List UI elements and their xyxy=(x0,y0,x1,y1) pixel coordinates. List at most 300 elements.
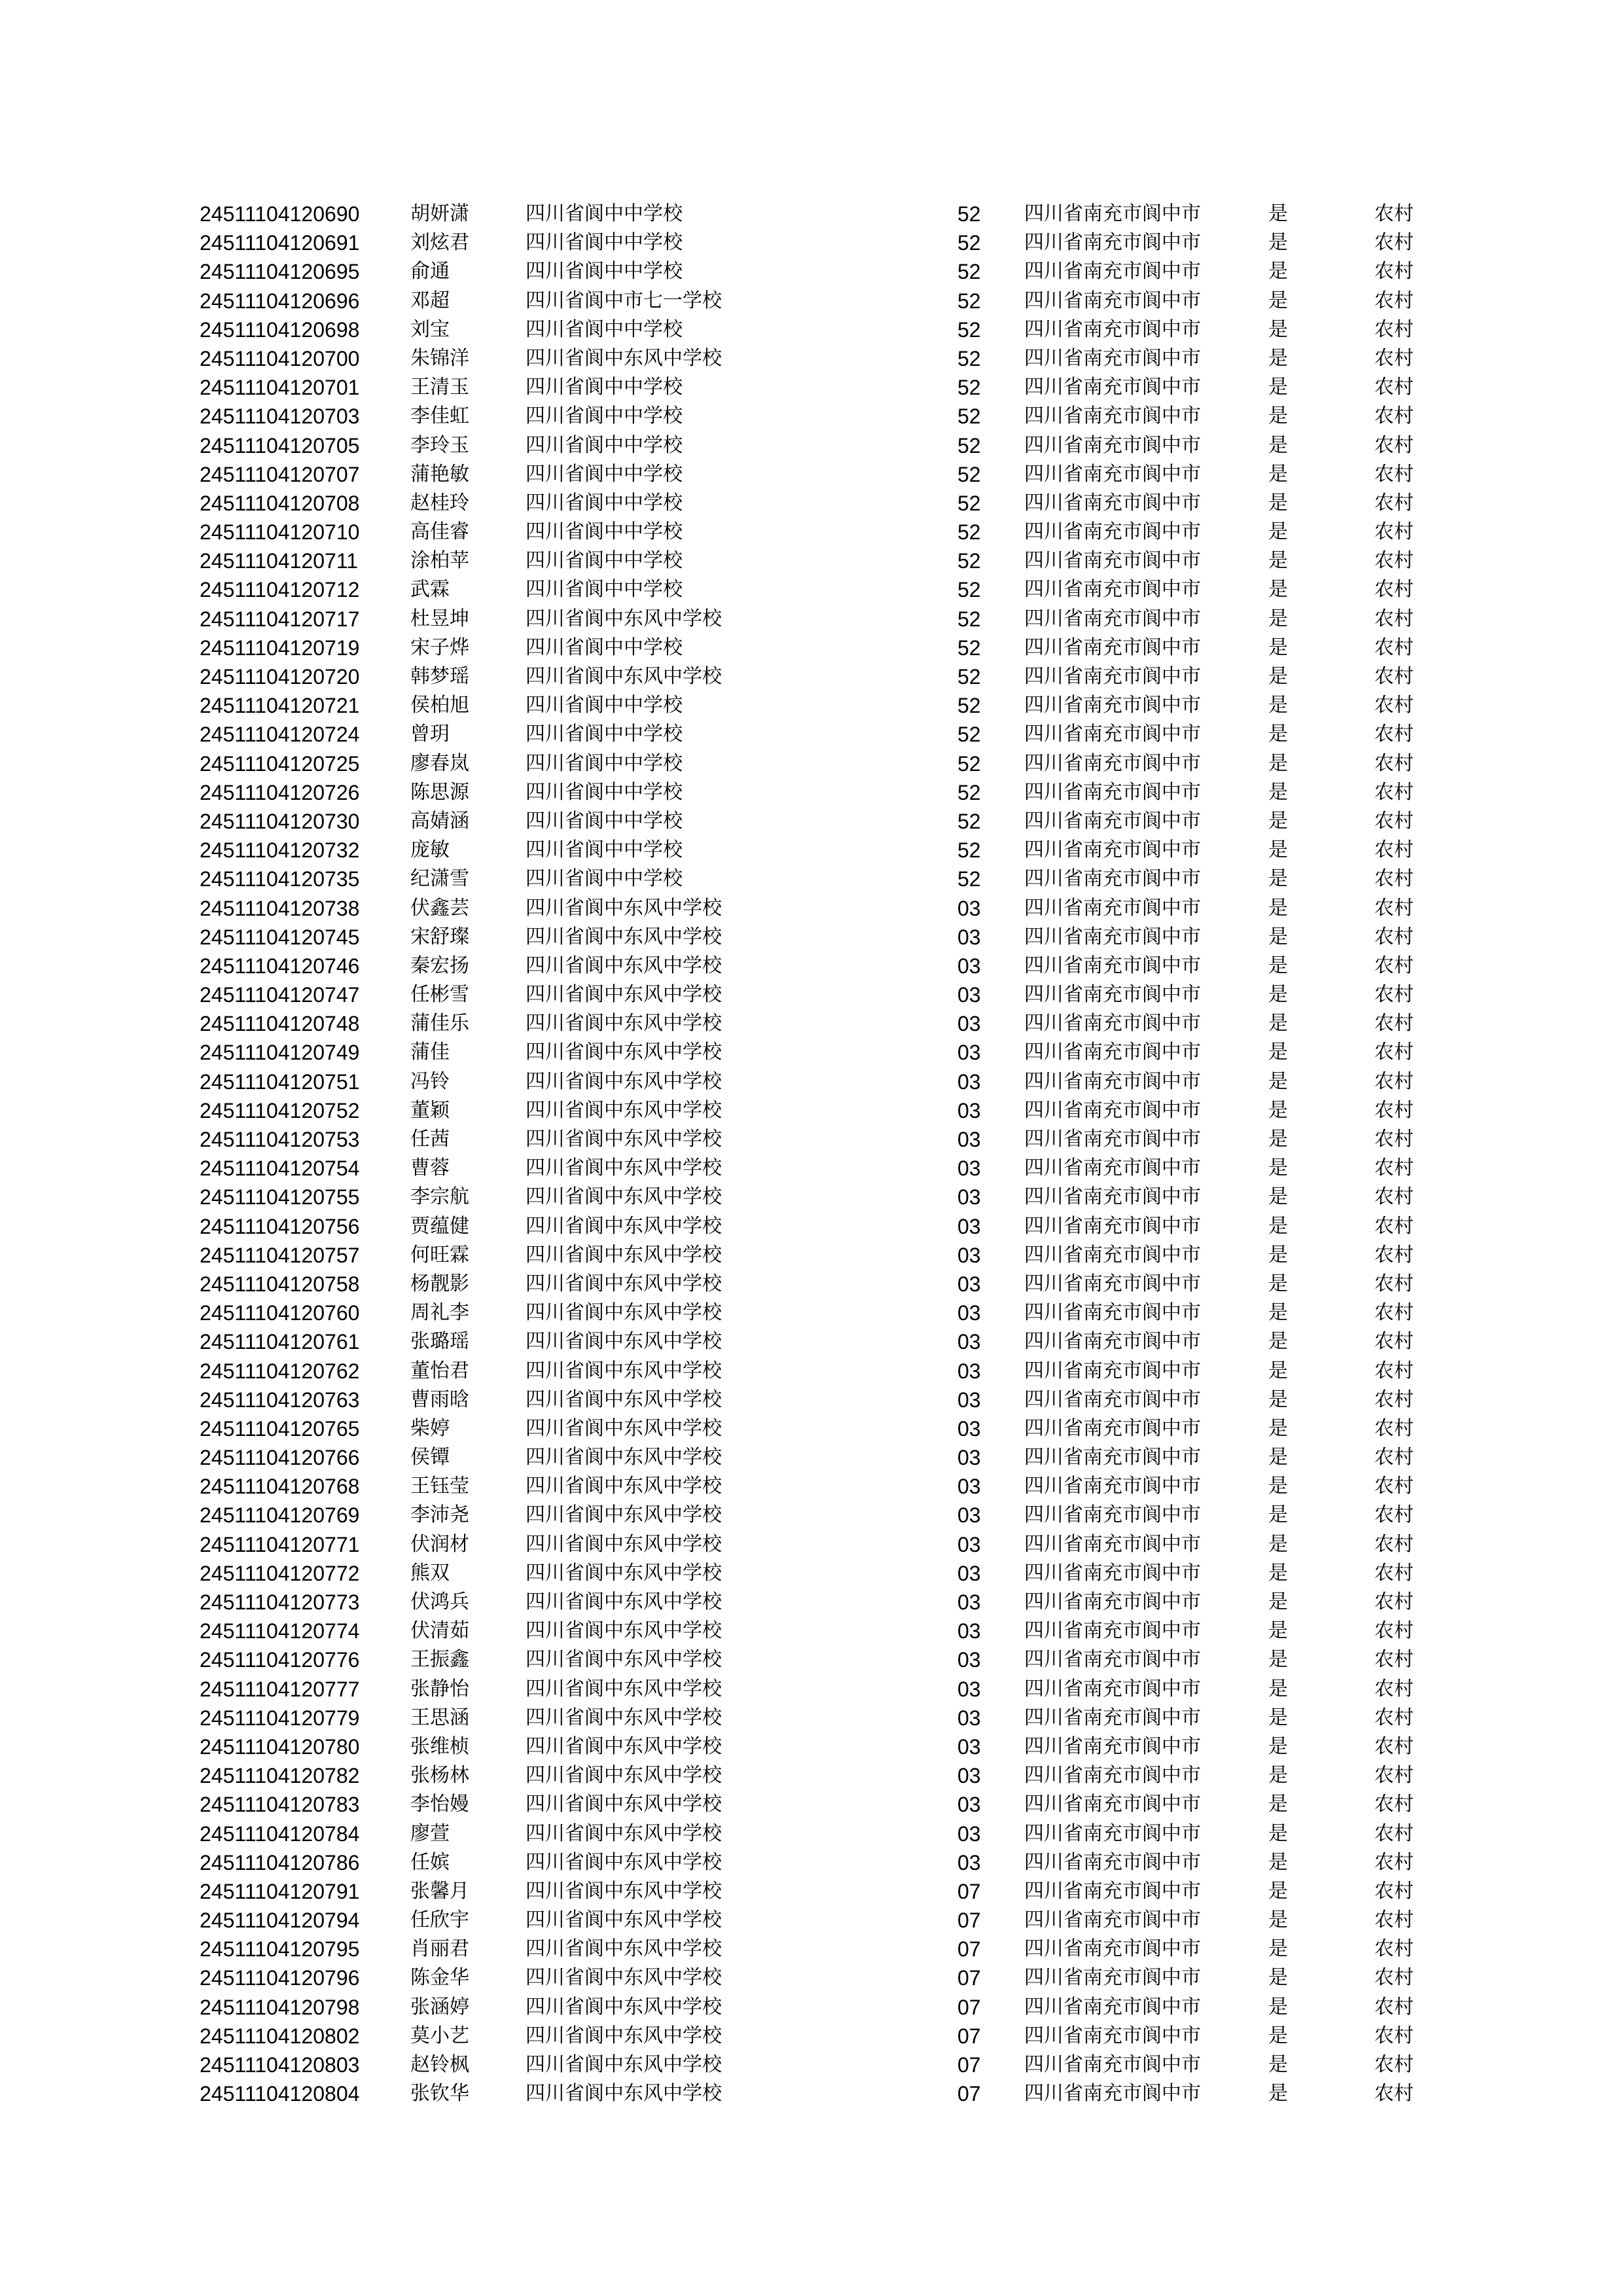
student-name: 伏润材 xyxy=(410,1532,469,1556)
eligibility-flag: 是 xyxy=(1268,1359,1288,1382)
table-row xyxy=(200,1414,1430,1443)
category-code: 52 xyxy=(957,694,981,718)
table-row xyxy=(200,1935,1430,1964)
table-row xyxy=(200,778,1430,807)
region: 四川省南充市阆中市 xyxy=(1024,1388,1201,1411)
student-id: 24511104120749 xyxy=(200,1041,360,1065)
eligibility-flag: 是 xyxy=(1268,1937,1288,1961)
eligibility-flag: 是 xyxy=(1268,838,1288,862)
household-type: 农村 xyxy=(1374,1185,1414,1209)
table-row xyxy=(200,980,1430,1009)
household-type: 农村 xyxy=(1374,1041,1414,1064)
category-code: 52 xyxy=(957,202,981,226)
student-name: 董怡君 xyxy=(410,1359,469,1382)
household-type: 农村 xyxy=(1374,1157,1414,1180)
region: 四川省南充市阆中市 xyxy=(1024,346,1201,370)
eligibility-flag: 是 xyxy=(1268,694,1288,717)
region: 四川省南充市阆中市 xyxy=(1024,317,1201,341)
school-name: 四川省阆中东风中学校 xyxy=(526,1185,722,1209)
school-name: 四川省阆中东风中学校 xyxy=(526,1243,722,1266)
table-row xyxy=(200,1096,1430,1125)
table-row xyxy=(200,807,1430,836)
region: 四川省南充市阆中市 xyxy=(1024,1359,1201,1382)
category-code: 03 xyxy=(957,1503,981,1528)
region: 四川省南充市阆中市 xyxy=(1024,1446,1201,1469)
eligibility-flag: 是 xyxy=(1268,317,1288,341)
region: 四川省南充市阆中市 xyxy=(1024,1879,1201,1903)
table-row xyxy=(200,1732,1430,1761)
student-name: 李佳虹 xyxy=(410,404,469,428)
table-row xyxy=(200,344,1430,373)
school-name: 四川省阆中中学校 xyxy=(526,462,683,486)
household-type: 农村 xyxy=(1374,1648,1414,1672)
student-name: 廖萱 xyxy=(410,1821,450,1845)
region: 四川省南充市阆中市 xyxy=(1024,1503,1201,1527)
student-name: 王清玉 xyxy=(410,376,469,399)
region: 四川省南充市阆中市 xyxy=(1024,983,1201,1007)
category-code: 03 xyxy=(957,1821,981,1846)
category-code: 03 xyxy=(957,1850,981,1874)
category-code: 07 xyxy=(957,2024,981,2048)
category-code: 03 xyxy=(957,954,981,978)
household-type: 农村 xyxy=(1374,2024,1414,2047)
household-type: 农村 xyxy=(1374,1012,1414,1035)
school-name: 四川省阆中中学校 xyxy=(526,780,683,804)
region: 四川省南充市阆中市 xyxy=(1024,896,1201,920)
region: 四川省南充市阆中市 xyxy=(1024,809,1201,833)
category-code: 52 xyxy=(957,317,981,342)
eligibility-flag: 是 xyxy=(1268,231,1288,255)
household-type: 农村 xyxy=(1374,1764,1414,1787)
category-code: 03 xyxy=(957,1128,981,1151)
region: 四川省南充市阆中市 xyxy=(1024,1764,1201,1787)
student-name: 俞通 xyxy=(410,260,450,283)
region: 四川省南充市阆中市 xyxy=(1024,636,1201,659)
household-type: 农村 xyxy=(1374,1590,1414,1613)
table-row xyxy=(200,2051,1430,2079)
student-id: 24511104120753 xyxy=(200,1128,360,1151)
student-name: 任嫔 xyxy=(410,1850,450,1874)
student-name: 李宗航 xyxy=(410,1185,469,1209)
table-row xyxy=(200,1617,1430,1645)
student-id: 24511104120707 xyxy=(200,462,360,486)
eligibility-flag: 是 xyxy=(1268,2024,1288,2047)
table-row xyxy=(200,1386,1430,1414)
category-code: 52 xyxy=(957,549,981,573)
category-code: 03 xyxy=(957,1532,981,1556)
category-code: 07 xyxy=(957,2082,981,2106)
eligibility-flag: 是 xyxy=(1268,1590,1288,1613)
student-id: 24511104120746 xyxy=(200,954,360,978)
student-id: 24511104120786 xyxy=(200,1850,360,1874)
student-id: 24511104120690 xyxy=(200,202,360,226)
student-name: 张馨月 xyxy=(410,1879,469,1903)
school-name: 四川省阆中东风中学校 xyxy=(526,607,722,630)
household-type: 农村 xyxy=(1374,1619,1414,1643)
student-name: 韩梦瑶 xyxy=(410,665,469,688)
student-name: 杜昱坤 xyxy=(410,607,469,630)
eligibility-flag: 是 xyxy=(1268,1214,1288,1238)
eligibility-flag: 是 xyxy=(1268,462,1288,486)
category-code: 03 xyxy=(957,1648,981,1672)
category-code: 52 xyxy=(957,809,981,833)
school-name: 四川省阆中东风中学校 xyxy=(526,1330,722,1354)
household-type: 农村 xyxy=(1374,231,1414,255)
student-id: 24511104120732 xyxy=(200,838,360,863)
eligibility-flag: 是 xyxy=(1268,1243,1288,1266)
category-code: 07 xyxy=(957,1879,981,1903)
student-id: 24511104120762 xyxy=(200,1359,360,1383)
student-name: 陈思源 xyxy=(410,780,469,804)
school-name: 四川省阆中东风中学校 xyxy=(526,1909,722,1932)
household-type: 农村 xyxy=(1374,809,1414,833)
household-type: 农村 xyxy=(1374,665,1414,688)
school-name: 四川省阆中东风中学校 xyxy=(526,1098,722,1122)
category-code: 03 xyxy=(957,1475,981,1499)
student-id: 24511104120777 xyxy=(200,1677,360,1701)
table-row xyxy=(200,287,1430,315)
category-code: 52 xyxy=(957,520,981,545)
household-type: 农村 xyxy=(1374,1330,1414,1354)
student-name: 曹蓉 xyxy=(410,1157,450,1180)
student-id: 24511104120766 xyxy=(200,1446,360,1470)
student-name: 张涵婷 xyxy=(410,1995,469,2018)
student-id: 24511104120695 xyxy=(200,260,360,284)
household-type: 农村 xyxy=(1374,289,1414,312)
category-code: 03 xyxy=(957,1764,981,1788)
household-type: 农村 xyxy=(1374,636,1414,659)
student-name: 刘宝 xyxy=(410,317,450,341)
eligibility-flag: 是 xyxy=(1268,1446,1288,1469)
table-row xyxy=(200,865,1430,893)
school-name: 四川省阆中市七一学校 xyxy=(526,289,722,312)
school-name: 四川省阆中东风中学校 xyxy=(526,1128,722,1151)
student-name: 高婧涵 xyxy=(410,809,469,833)
eligibility-flag: 是 xyxy=(1268,1677,1288,1700)
school-name: 四川省阆中东风中学校 xyxy=(526,1734,722,1758)
student-id: 24511104120772 xyxy=(200,1561,360,1585)
student-id: 24511104120758 xyxy=(200,1272,360,1296)
student-id: 24511104120802 xyxy=(200,2024,360,2048)
region: 四川省南充市阆中市 xyxy=(1024,1619,1201,1643)
table-row xyxy=(200,836,1430,865)
category-code: 07 xyxy=(957,1909,981,1933)
student-id: 24511104120738 xyxy=(200,896,360,920)
table-row xyxy=(200,952,1430,980)
category-code: 52 xyxy=(957,346,981,370)
region: 四川省南充市阆中市 xyxy=(1024,578,1201,601)
table-row xyxy=(200,1964,1430,1992)
category-code: 52 xyxy=(957,433,981,457)
category-code: 07 xyxy=(957,1995,981,2019)
school-name: 四川省阆中中学校 xyxy=(526,404,683,428)
table-row xyxy=(200,1559,1430,1588)
table-row xyxy=(200,373,1430,402)
region: 四川省南充市阆中市 xyxy=(1024,404,1201,428)
household-type: 农村 xyxy=(1374,578,1414,601)
table-row xyxy=(200,1125,1430,1154)
category-code: 03 xyxy=(957,1272,981,1296)
category-code: 03 xyxy=(957,1359,981,1383)
student-id: 24511104120768 xyxy=(200,1475,360,1499)
student-name: 纪潇雪 xyxy=(410,867,469,891)
school-name: 四川省阆中东风中学校 xyxy=(526,2024,722,2047)
table-row xyxy=(200,431,1430,460)
student-name: 王振鑫 xyxy=(410,1648,469,1672)
school-name: 四川省阆中东风中学校 xyxy=(526,1012,722,1035)
region: 四川省南充市阆中市 xyxy=(1024,1243,1201,1266)
household-type: 农村 xyxy=(1374,462,1414,486)
eligibility-flag: 是 xyxy=(1268,751,1288,775)
category-code: 03 xyxy=(957,925,981,949)
student-name: 侯镡 xyxy=(410,1446,450,1469)
student-id: 24511104120696 xyxy=(200,289,360,313)
student-name: 张钦华 xyxy=(410,2082,469,2106)
table-row xyxy=(200,1790,1430,1819)
region: 四川省南充市阆中市 xyxy=(1024,1272,1201,1295)
school-name: 四川省阆中东风中学校 xyxy=(526,1157,722,1180)
school-name: 四川省阆中东风中学校 xyxy=(526,1706,722,1729)
student-name: 任欣宇 xyxy=(410,1909,469,1932)
region: 四川省南充市阆中市 xyxy=(1024,289,1201,312)
student-name: 宋舒璨 xyxy=(410,925,469,948)
region: 四川省南充市阆中市 xyxy=(1024,433,1201,457)
student-name: 庞敏 xyxy=(410,838,450,862)
student-name: 伏清茹 xyxy=(410,1619,469,1643)
region: 四川省南充市阆中市 xyxy=(1024,2053,1201,2076)
category-code: 03 xyxy=(957,1041,981,1065)
student-id: 24511104120745 xyxy=(200,925,360,949)
category-code: 03 xyxy=(957,1706,981,1730)
school-name: 四川省阆中东风中学校 xyxy=(526,1793,722,1816)
student-name: 胡妍潇 xyxy=(410,202,469,225)
household-type: 农村 xyxy=(1374,867,1414,891)
school-name: 四川省阆中东风中学校 xyxy=(526,1416,722,1440)
household-type: 农村 xyxy=(1374,346,1414,370)
household-type: 农村 xyxy=(1374,1359,1414,1382)
category-code: 03 xyxy=(957,1185,981,1210)
school-name: 四川省阆中中学校 xyxy=(526,838,683,862)
eligibility-flag: 是 xyxy=(1268,404,1288,428)
household-type: 农村 xyxy=(1374,954,1414,977)
student-id: 24511104120703 xyxy=(200,404,360,429)
region: 四川省南充市阆中市 xyxy=(1024,1098,1201,1122)
school-name: 四川省阆中东风中学校 xyxy=(526,983,722,1007)
household-type: 农村 xyxy=(1374,1821,1414,1845)
student-id: 24511104120774 xyxy=(200,1619,360,1643)
eligibility-flag: 是 xyxy=(1268,983,1288,1007)
student-name: 涂柏苹 xyxy=(410,549,469,573)
region: 四川省南充市阆中市 xyxy=(1024,1069,1201,1093)
region: 四川省南充市阆中市 xyxy=(1024,1561,1201,1585)
student-name: 蒲佳乐 xyxy=(410,1012,469,1035)
table-row xyxy=(200,489,1430,518)
school-name: 四川省阆中中学校 xyxy=(526,231,683,255)
household-type: 农村 xyxy=(1374,260,1414,283)
table-row xyxy=(200,460,1430,489)
table-row xyxy=(200,1038,1430,1067)
eligibility-flag: 是 xyxy=(1268,925,1288,948)
region: 四川省南充市阆中市 xyxy=(1024,1677,1201,1700)
school-name: 四川省阆中东风中学校 xyxy=(526,925,722,948)
student-name: 冯铃 xyxy=(410,1069,450,1093)
student-name: 贾蕴健 xyxy=(410,1214,469,1238)
category-code: 03 xyxy=(957,1677,981,1701)
category-code: 52 xyxy=(957,751,981,776)
category-code: 52 xyxy=(957,607,981,631)
category-code: 03 xyxy=(957,1243,981,1267)
student-id: 24511104120726 xyxy=(200,780,360,804)
eligibility-flag: 是 xyxy=(1268,578,1288,601)
school-name: 四川省阆中东风中学校 xyxy=(526,1388,722,1411)
table-row xyxy=(200,894,1430,923)
category-code: 03 xyxy=(957,896,981,920)
school-name: 四川省阆中中学校 xyxy=(526,636,683,659)
eligibility-flag: 是 xyxy=(1268,1272,1288,1295)
household-type: 农村 xyxy=(1374,1446,1414,1469)
school-name: 四川省阆中中学校 xyxy=(526,723,683,746)
eligibility-flag: 是 xyxy=(1268,1966,1288,1990)
school-name: 四川省阆中东风中学校 xyxy=(526,1359,722,1382)
household-type: 农村 xyxy=(1374,1561,1414,1585)
category-code: 52 xyxy=(957,289,981,313)
student-name: 王思涵 xyxy=(410,1706,469,1729)
eligibility-flag: 是 xyxy=(1268,260,1288,283)
table-row xyxy=(200,1327,1430,1356)
region: 四川省南充市阆中市 xyxy=(1024,1330,1201,1354)
student-name: 侯柏旭 xyxy=(410,694,469,717)
category-code: 52 xyxy=(957,404,981,429)
school-name: 四川省阆中东风中学校 xyxy=(526,1301,722,1325)
eligibility-flag: 是 xyxy=(1268,665,1288,688)
student-name: 赵桂玲 xyxy=(410,491,469,514)
region: 四川省南充市阆中市 xyxy=(1024,723,1201,746)
region: 四川省南充市阆中市 xyxy=(1024,491,1201,514)
eligibility-flag: 是 xyxy=(1268,1128,1288,1151)
household-type: 农村 xyxy=(1374,1301,1414,1325)
student-id: 24511104120783 xyxy=(200,1793,360,1817)
eligibility-flag: 是 xyxy=(1268,1416,1288,1440)
school-name: 四川省阆中东风中学校 xyxy=(526,2082,722,2106)
eligibility-flag: 是 xyxy=(1268,723,1288,746)
eligibility-flag: 是 xyxy=(1268,607,1288,630)
table-row xyxy=(200,1299,1430,1327)
region: 四川省南充市阆中市 xyxy=(1024,2024,1201,2047)
eligibility-flag: 是 xyxy=(1268,954,1288,977)
table-row xyxy=(200,200,1430,228)
region: 四川省南充市阆中市 xyxy=(1024,1532,1201,1556)
household-type: 农村 xyxy=(1374,317,1414,341)
school-name: 四川省阆中中学校 xyxy=(526,520,683,544)
region: 四川省南充市阆中市 xyxy=(1024,838,1201,862)
student-id: 24511104120698 xyxy=(200,317,360,342)
school-name: 四川省阆中东风中学校 xyxy=(526,1561,722,1585)
school-name: 四川省阆中中学校 xyxy=(526,751,683,775)
student-id: 24511104120752 xyxy=(200,1098,360,1122)
region: 四川省南充市阆中市 xyxy=(1024,376,1201,399)
eligibility-flag: 是 xyxy=(1268,1706,1288,1729)
school-name: 四川省阆中东风中学校 xyxy=(526,1937,722,1961)
table-row xyxy=(200,1443,1430,1472)
region: 四川省南充市阆中市 xyxy=(1024,1185,1201,1209)
student-name: 张维桢 xyxy=(410,1734,469,1758)
region: 四川省南充市阆中市 xyxy=(1024,751,1201,775)
table-row xyxy=(200,257,1430,286)
student-name: 熊双 xyxy=(410,1561,450,1585)
household-type: 农村 xyxy=(1374,2053,1414,2076)
household-type: 农村 xyxy=(1374,376,1414,399)
region: 四川省南充市阆中市 xyxy=(1024,694,1201,717)
student-table xyxy=(200,200,1430,2108)
student-id: 24511104120779 xyxy=(200,1706,360,1730)
eligibility-flag: 是 xyxy=(1268,1157,1288,1180)
student-name: 蒲佳 xyxy=(410,1041,450,1064)
student-name: 张静怡 xyxy=(410,1677,469,1700)
school-name: 四川省阆中东风中学校 xyxy=(526,1966,722,1990)
region: 四川省南充市阆中市 xyxy=(1024,1995,1201,2018)
school-name: 四川省阆中东风中学校 xyxy=(526,1214,722,1238)
table-row xyxy=(200,1501,1430,1530)
region: 四川省南充市阆中市 xyxy=(1024,1793,1201,1816)
household-type: 农村 xyxy=(1374,491,1414,514)
region: 四川省南充市阆中市 xyxy=(1024,1590,1201,1613)
eligibility-flag: 是 xyxy=(1268,1561,1288,1585)
region: 四川省南充市阆中市 xyxy=(1024,2082,1201,2106)
school-name: 四川省阆中中学校 xyxy=(526,202,683,225)
category-code: 52 xyxy=(957,636,981,660)
eligibility-flag: 是 xyxy=(1268,202,1288,225)
household-type: 农村 xyxy=(1374,202,1414,225)
category-code: 03 xyxy=(957,983,981,1007)
eligibility-flag: 是 xyxy=(1268,1532,1288,1556)
table-row xyxy=(200,720,1430,749)
school-name: 四川省阆中东风中学校 xyxy=(526,1503,722,1527)
category-code: 03 xyxy=(957,1793,981,1817)
student-id: 24511104120798 xyxy=(200,1995,360,2019)
region: 四川省南充市阆中市 xyxy=(1024,1214,1201,1238)
eligibility-flag: 是 xyxy=(1268,1734,1288,1758)
household-type: 农村 xyxy=(1374,1850,1414,1874)
student-id: 24511104120720 xyxy=(200,665,360,689)
category-code: 52 xyxy=(957,665,981,689)
student-id: 24511104120791 xyxy=(200,1879,360,1903)
student-id: 24511104120794 xyxy=(200,1909,360,1933)
student-name: 曾玥 xyxy=(410,723,450,746)
region: 四川省南充市阆中市 xyxy=(1024,1012,1201,1035)
school-name: 四川省阆中中学校 xyxy=(526,809,683,833)
student-id: 24511104120735 xyxy=(200,867,360,891)
student-id: 24511104120784 xyxy=(200,1821,360,1846)
table-row xyxy=(200,662,1430,691)
eligibility-flag: 是 xyxy=(1268,1098,1288,1122)
region: 四川省南充市阆中市 xyxy=(1024,202,1201,225)
household-type: 农村 xyxy=(1374,404,1414,428)
table-row xyxy=(200,1009,1430,1038)
category-code: 03 xyxy=(957,1012,981,1036)
household-type: 农村 xyxy=(1374,694,1414,717)
student-id: 24511104120725 xyxy=(200,751,360,776)
student-id: 24511104120756 xyxy=(200,1214,360,1238)
school-name: 四川省阆中中学校 xyxy=(526,317,683,341)
category-code: 52 xyxy=(957,838,981,863)
student-id: 24511104120776 xyxy=(200,1648,360,1672)
school-name: 四川省阆中东风中学校 xyxy=(526,665,722,688)
eligibility-flag: 是 xyxy=(1268,1909,1288,1932)
eligibility-flag: 是 xyxy=(1268,2082,1288,2106)
student-id: 24511104120691 xyxy=(200,231,360,255)
eligibility-flag: 是 xyxy=(1268,520,1288,544)
category-code: 03 xyxy=(957,1734,981,1759)
